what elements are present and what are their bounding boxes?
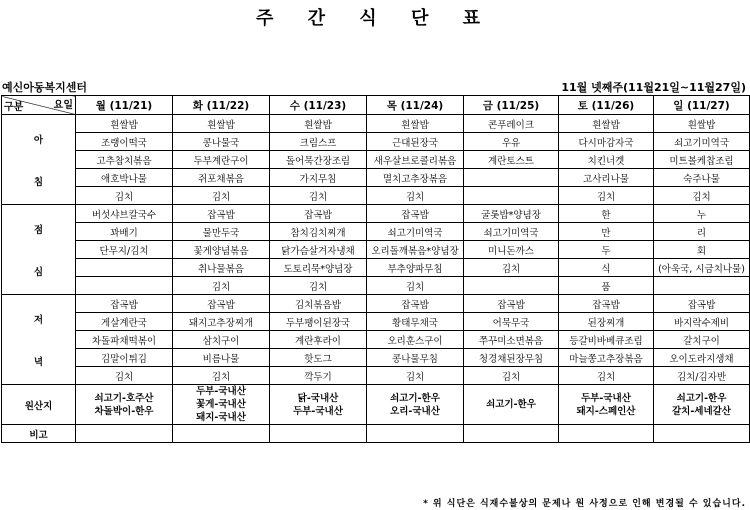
- origin-cell: [173, 385, 270, 425]
- origin-line: 갈치-세네갈산: [671, 405, 731, 417]
- menu-cell: 고사리나물: [559, 169, 654, 187]
- lunch-label: [2, 205, 76, 295]
- menu-cell: 쥐포채볶음: [173, 169, 270, 187]
- center-name: 예신아동복지센터: [2, 81, 88, 94]
- menu-cell: 돼지고추장찌개: [173, 313, 270, 331]
- lunch-label-bottom: 심: [33, 266, 44, 278]
- breakfast-row: [2, 115, 750, 133]
- menu-cell: 잡곡밥: [173, 295, 270, 313]
- menu-cell: 애호박나물: [76, 169, 173, 187]
- menu-cell: 도토리묵*양념장: [270, 259, 367, 277]
- menu-cell: 물만두국: [173, 223, 270, 241]
- header-category: 구분: [4, 102, 24, 113]
- menu-cell: 숙주나물: [654, 169, 750, 187]
- menu-cell: 치킨너겟: [559, 151, 654, 169]
- menu-cell: 취나물볶음: [173, 259, 270, 277]
- menu-cell: 두부팽이된장국: [270, 313, 367, 331]
- menu-cell: 김치/김자반: [654, 367, 750, 385]
- menu-cell: 고추참치볶음: [76, 151, 173, 169]
- header-day: 요일: [53, 100, 73, 111]
- menu-cell: 콘푸레이크: [464, 115, 559, 133]
- week-label: 11월 넷째주(11월21일~11월27일): [561, 81, 746, 94]
- origin-line: 닭-국내산: [297, 392, 339, 404]
- origin-line: 쇠고기-한우: [676, 392, 727, 404]
- note-cell: [76, 425, 173, 443]
- menu-cell: 잡곡밥: [559, 295, 654, 313]
- menu-cell: 잡곡밥: [367, 205, 464, 223]
- breakfast-row: [2, 151, 750, 169]
- menu-cell: 흰쌀밥: [76, 115, 173, 133]
- menu-cell: 한: [559, 205, 654, 223]
- menu-cell: 두: [559, 241, 654, 259]
- menu-cell: 계란토스트: [464, 151, 559, 169]
- origin-line: 돼지-국내산: [196, 412, 246, 423]
- menu-cell: 김치볶음밥: [270, 295, 367, 313]
- menu-cell: 오리훈스구이: [367, 331, 464, 349]
- day-header: 화 (11/22): [173, 96, 270, 115]
- menu-cell: 오이도라지생채: [654, 349, 750, 367]
- menu-cell: 오리돌깨볶음*양념장: [367, 241, 464, 259]
- day-header: 월 (11/21): [76, 96, 173, 115]
- origin-row: [2, 385, 750, 425]
- menu-cell: 황태무채국: [367, 313, 464, 331]
- origin-cell: [367, 385, 464, 425]
- menu-cell: 쇠고기미역국: [654, 133, 750, 151]
- menu-cell: [76, 259, 173, 277]
- menu-cell: 된장찌개: [559, 313, 654, 331]
- lunch-row: [2, 205, 750, 223]
- note-cell: [559, 425, 654, 443]
- origin-cell: [76, 385, 173, 425]
- menu-cell: 멸치고추장볶음: [367, 169, 464, 187]
- menu-cell: 김치: [173, 187, 270, 205]
- origin-line: 차돌박이-한우: [94, 405, 154, 417]
- menu-cell: [654, 277, 750, 295]
- menu-cell: 쇠고기미역국: [367, 223, 464, 241]
- menu-cell: 리: [654, 223, 750, 241]
- origin-line: 두부-국내산: [293, 405, 343, 417]
- menu-cell: 김치: [464, 367, 559, 385]
- origin-line: 두부-국내산: [581, 392, 631, 404]
- menu-cell: 조랭이떡국: [76, 133, 173, 151]
- menu-cell: 게살계란국: [76, 313, 173, 331]
- menu-cell: 흰쌀밥: [559, 115, 654, 133]
- day-header: 금 (11/25): [464, 96, 559, 115]
- menu-cell: 쇠고기미역국: [464, 223, 559, 241]
- note-cell: [654, 425, 750, 443]
- breakfast-row: [2, 133, 750, 151]
- menu-cell: 참치김치찌개: [270, 223, 367, 241]
- menu-cell: 잡곡밥: [464, 295, 559, 313]
- menu-cell: 등갈비바베큐조림: [559, 331, 654, 349]
- menu-cell: 김치: [367, 277, 464, 295]
- menu-cell: 잡곡밥: [173, 205, 270, 223]
- dinner-row: [2, 349, 750, 367]
- note-cell: [270, 425, 367, 443]
- menu-cell: 김치: [173, 367, 270, 385]
- lunch-label-top: 점: [33, 224, 44, 236]
- menu-cell: 김치: [76, 187, 173, 205]
- menu-cell: 김치: [559, 187, 654, 205]
- origin-line: 돼지-스페인산: [576, 405, 636, 417]
- menu-cell: 김치: [270, 187, 367, 205]
- header-row: [2, 96, 750, 115]
- menu-cell: 만: [559, 223, 654, 241]
- menu-cell: 꽃게양념볶음: [173, 241, 270, 259]
- breakfast-label-bottom: 침: [33, 176, 44, 188]
- breakfast-label: [2, 115, 76, 205]
- note-row: [2, 425, 750, 443]
- menu-cell: 마늘쫑고추장볶음: [559, 349, 654, 367]
- menu-cell: 잡곡밥: [76, 295, 173, 313]
- menu-cell: 꽈배기: [76, 223, 173, 241]
- page-title: 주 간 식 단 표: [255, 8, 494, 29]
- menu-cell: 김치: [464, 259, 559, 277]
- note-label: 비고: [2, 425, 76, 443]
- menu-cell: 김치: [173, 277, 270, 295]
- menu-cell: 쭈꾸미소면볶음: [464, 331, 559, 349]
- menu-cell: 근대된장국: [367, 133, 464, 151]
- dinner-label: [2, 295, 76, 385]
- menu-cell: 김치: [559, 367, 654, 385]
- origin-label: 원산지: [2, 385, 76, 425]
- origin-line: 오리-국내산: [390, 405, 440, 417]
- origin-cell: [559, 385, 654, 425]
- menu-cell: 누: [654, 205, 750, 223]
- dinner-label-bottom: 녁: [33, 356, 44, 368]
- menu-cell: 흰쌀밥: [173, 115, 270, 133]
- menu-cell: 다시마감자국: [559, 133, 654, 151]
- menu-cell: 식: [559, 259, 654, 277]
- origin-line: 쇠고기-한우: [390, 392, 440, 404]
- day-header: 수 (11/23): [270, 96, 367, 115]
- origin-line: 쇠고기-호주산: [94, 392, 154, 404]
- menu-cell: 잡곡밥: [367, 295, 464, 313]
- menu-cell: 회: [654, 241, 750, 259]
- header-corner: [2, 96, 76, 115]
- menu-cell: 삼치구이: [173, 331, 270, 349]
- menu-cell: 돌어묵간장조림: [270, 151, 367, 169]
- menu-cell: 단무지/김치: [76, 241, 173, 259]
- breakfast-row: [2, 187, 750, 205]
- menu-table: [1, 95, 750, 443]
- menu-cell: 새우살브로콜리볶음: [367, 151, 464, 169]
- menu-cell: [464, 277, 559, 295]
- menu-cell: 비름나물: [173, 349, 270, 367]
- menu-cell: 가지무침: [270, 169, 367, 187]
- origin-cell: [464, 385, 559, 425]
- menu-cell: 계란후라이: [270, 331, 367, 349]
- footnote: * 위 식단은 식재수불상의 문제나 원 사정으로 인해 변경될 수 있습니다.: [423, 499, 746, 509]
- menu-cell: 크림스프: [270, 133, 367, 151]
- menu-cell: 김치: [270, 277, 367, 295]
- origin-cell: [654, 385, 750, 425]
- menu-cell: 갈치구이: [654, 331, 750, 349]
- dinner-row: [2, 295, 750, 313]
- menu-cell: 버섯샤브칼국수: [76, 205, 173, 223]
- lunch-row: [2, 241, 750, 259]
- menu-cell: 깍두기: [270, 367, 367, 385]
- menu-cell: 차돌파채떡볶이: [76, 331, 173, 349]
- menu-cell: 우유: [464, 133, 559, 151]
- menu-cell: 김치: [367, 367, 464, 385]
- menu-cell: 흰쌀밥: [270, 115, 367, 133]
- menu-cell: 흰쌀밥: [367, 115, 464, 133]
- lunch-row: [2, 277, 750, 295]
- menu-cell: 품: [559, 277, 654, 295]
- menu-cell: 김말이튀김: [76, 349, 173, 367]
- dinner-label-top: 저: [33, 314, 44, 326]
- menu-cell: [464, 187, 559, 205]
- menu-cell: 잡곡밥: [654, 295, 750, 313]
- origin-line: 꽃게-국내산: [196, 399, 246, 410]
- menu-cell: 흰쌀밥: [654, 115, 750, 133]
- menu-cell: [464, 169, 559, 187]
- menu-cell: 미트볼케찹조림: [654, 151, 750, 169]
- menu-cell: 핫도그: [270, 349, 367, 367]
- lunch-row: [2, 259, 750, 277]
- breakfast-label-top: 아: [33, 134, 44, 146]
- menu-cell: 청경채된장무침: [464, 349, 559, 367]
- menu-cell: 두부계란구이: [173, 151, 270, 169]
- menu-cell: [76, 277, 173, 295]
- menu-cell: 김치: [76, 367, 173, 385]
- dinner-row: [2, 313, 750, 331]
- note-cell: [464, 425, 559, 443]
- menu-cell: 굴롯밥*양념장: [464, 205, 559, 223]
- note-cell: [173, 425, 270, 443]
- origin-line: 쇠고기-한우: [486, 399, 536, 410]
- day-header: 토 (11/26): [559, 96, 654, 115]
- day-header: 일 (11/27): [654, 96, 750, 115]
- breakfast-row: [2, 169, 750, 187]
- menu-cell: 잡곡밥: [270, 205, 367, 223]
- day-header: 목 (11/24): [367, 96, 464, 115]
- note-cell: [367, 425, 464, 443]
- dinner-row: [2, 367, 750, 385]
- menu-cell: (아욱국, 시금치나물): [654, 259, 750, 277]
- menu-cell: 김치: [654, 187, 750, 205]
- menu-cell: 닭가슴살겨자냉채: [270, 241, 367, 259]
- menu-cell: 콩나물무침: [367, 349, 464, 367]
- dinner-row: [2, 331, 750, 349]
- menu-cell: 바지락수제비: [654, 313, 750, 331]
- origin-line: 두부-국내산: [196, 386, 246, 397]
- menu-cell: 김치: [367, 187, 464, 205]
- menu-cell: 미니돈까스: [464, 241, 559, 259]
- menu-cell: 어묵무국: [464, 313, 559, 331]
- lunch-row: [2, 223, 750, 241]
- origin-cell: [270, 385, 367, 425]
- menu-cell: 콩나물국: [173, 133, 270, 151]
- menu-cell: 부추양파무침: [367, 259, 464, 277]
